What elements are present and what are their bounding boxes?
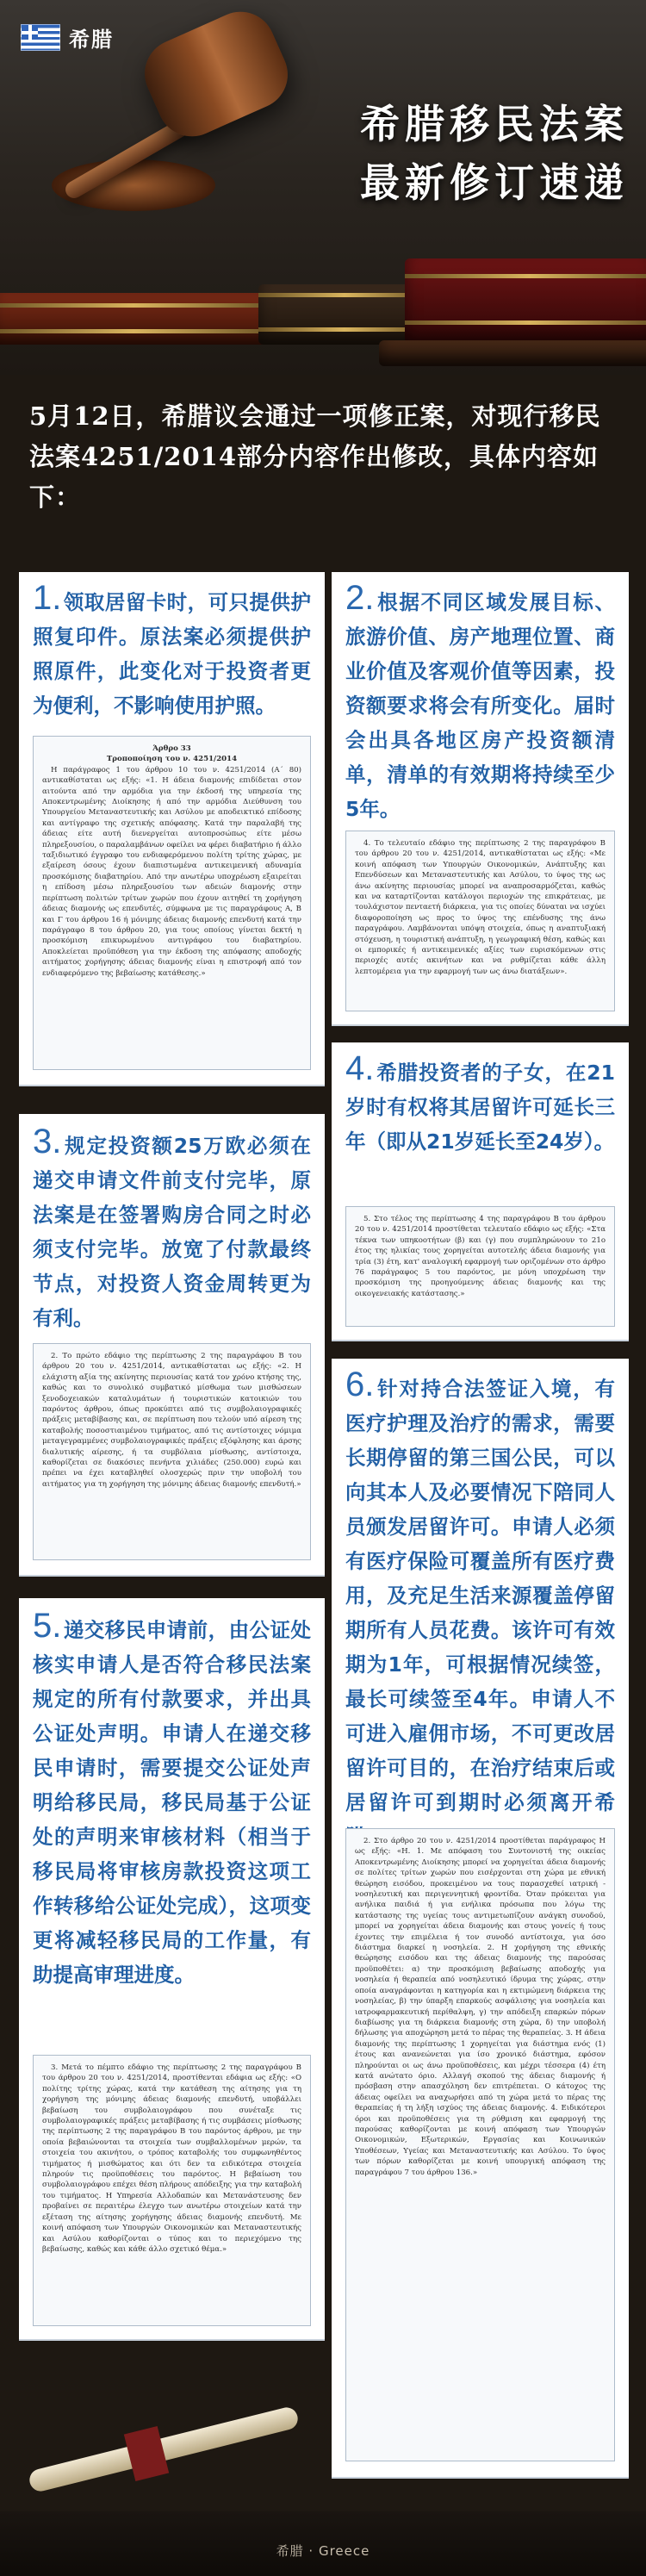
item-number: 6. [345,1366,375,1403]
item-number: 2. [345,579,375,617]
item-card-2 [332,572,629,1024]
item-description: 根据不同区域发展目标、旅游价值、房产地理位置、商业价值及客观价值等因素，投资额要求将会有所变化。届时会出具各地区房产投资额清单，清单的有效期将持续至少5年。 [345,590,615,821]
greek-law-excerpt [345,1206,615,1327]
page-title-line1: 希腊移民法案 [360,101,629,147]
item-text-6 [345,1367,615,1854]
item-number: 4. [345,1049,375,1087]
greek-article-body: 3. Μετά το πέμπτο εδάφιο της περίπτωσης 2 της παραγράφου Β του άρθρου 20 του ν. 4251/2014, προστίθενται εδάφια ως εξής: «Ο πολίτης τρίτης χώρας, κατά την κατάθεση της αίτησης για τη χορήγηση της μόνιμης άδειας διαμονής επενδυτή, υποβάλλει βεβαίωση του συμβολαιογράφου που συνέταξε τις συμβολαιογραφικές πράξεις μεταβίβασης ή τις συμβάσεις μίσθωσης της περίπτωσης 2 της παραγράφου Β του παρόντος άρθρου, με την οποία βεβαιώνονται τα στοιχεία των συμβαλλομένων μερών, τα στοιχεία του ακινήτου, ο τρόπος καταβολής του συμφωνηθέντος τιμήματος ή μισθώματος και ότι δεν τα ειδικότερα στοιχεία πληρούν τις προϋποθέσεις του παρόντος. Η βεβαίωση του συμβολαιογράφου επέχει θέση πλήρους απόδειξης για την καταβολή του τιμήματος. Η Υπηρεσία Αλλοδαπών και Μετανάστευσης δεν προβαίνει σε περαιτέρω έλεγχο των ανωτέρω στοιχείων κατά την εξέταση της αίτησης χορήγησης άδειας διαμονής επενδυτή. Με κοινή απόφαση των Υπουργών Οικονομικών και Μεταναστευτικής και Ασύλου καθορίζονται ο τύπος και το περιεχόμενο της βεβαίωσης, καθώς και κάθε άλλο σχετικό θέμα.» [42,2063,301,2254]
item-number: 5. [33,1607,62,1645]
item-card-1 [19,572,325,1085]
book-image [379,340,646,366]
page-title-line2: 最新修订速递 [360,159,629,206]
gavel-icon [134,1,299,147]
greek-law-excerpt [33,1343,311,1560]
item-description: 规定投资额25万欧必须在递交申请文件前支付完毕，原法案是在签署购房合同之时必须支付完毕。放宽了付款最终节点，对投资人资金周转更为有利。 [33,1134,311,1330]
item-description: 领取居留卡时，可只提供护照复印件。原法案必须提供护照原件，此变化对于投资者更为便利，不影响使用护照。 [33,590,311,718]
book-image [405,258,646,345]
greek-law-excerpt [33,2055,311,2326]
hero-banner [0,0,646,375]
item-card-5 [19,1598,325,2339]
book-image [0,293,276,345]
ribbon-image [124,2426,169,2481]
item-description: 希腊投资者的子女，在21岁时有权将其居留许可延长三年（即从21岁延长至24岁）。 [345,1061,615,1154]
greek-article-subtitle: Τροποποίηση του ν. 4251/2014 [106,755,238,764]
item-card-6 [332,1359,629,2477]
intro-text: 5月12日，希腊议会通过一项修正案，对现行移民法案4251/2014部分内容作出修改，具体内容如下： [29,401,601,512]
greek-article-title: Άρθρο 33 [152,744,191,753]
item-text-4 [345,1051,615,1159]
item-card-3 [19,1114,325,1575]
item-description: 针对持合法签证入境，有医疗护理及治疗的需求，需要长期停留的第三国公民，可以向其本人及必要情况下陪同人员颁发居留许可。申请人必须有医疗保险可覆盖所有医疗费用，及充足生活来源覆盖停留期所有人员花费。该许可有效期为1年，可根据情况续签，最长可续签至4年。申请人不可进入雇佣市场，不可更改居留许可目的，在治疗结束后或居留许可到期时必须离开希 [345,1377,615,1814]
greek-law-excerpt [345,1828,615,2461]
greek-article-body: 4. Το τελευταίο εδάφιο της περίπτωσης 2 της παραγράφου Β του άρθρου 20 του ν. 4251/2014, αντικαθίσταται ως εξής: «Με κοινή απόφαση των Υπουργών Οικονομικών, Ανάπτυξης και Επενδύσεων και Μεταναστευτικής και Ασύλου, το ύψος της ως άνω ακίνητης περιουσίας μπορεί να αναπροσαρμόζεται, καθώς και να καταρτίζονται κατάλογοι περιοχών της επικράτειας, με τουλάχιστον πενταετή διάρκεια, για τις οποίες δύναται να ισχύει διαφοροποίηση ως προς το ύψος της επένδυσης της άνω παραγράφου. Λαμβάνονται υπόψη στοιχεία, όπως η αναπτυξιακή στόχευση, η τουριστική ανάπτυξη, η γεωγραφική θέση, καθώς και οι εμπορικές ή αντικειμενικές αξίες των ευρισκόμενων στις περιοχές αυτές ακινήτων και να ρυθμίζεται κάθε άλλη λεπτομέρεια για την εφαρμογή των ως άνω διατάξεων». [355,839,606,976]
item-text-5 [33,1608,311,1992]
item-card-4 [332,1042,629,1340]
greece-flag-icon [21,24,60,51]
greek-article-body: 2. Το πρώτο εδάφιο της περίπτωσης 2 της παραγράφου Β του άρθρου 20 του ν. 4251/2014, αντικαθίσταται ως εξής: «2. Η ελάχιστη αξία της ακίνητης περιουσίας κατά τον χρόνο κτήσης της, καθώς και το συνολικό συμβατικό μίσθωμα των μισθώσεων ξενοδοχειακών καταλυμάτων ή τουριστικών κατοικιών του παρόντος άρθρου, όπως προκύπτει από τις συμβολαιογραφικές πράξεις μεταβίβασης και, σε περίπτωση που τελούν υπό αίρεση της καταβολής ποσοστιαιμένου τιμήματος, από τις αντίστοιχες νόμιμα μεταγεγραμμένες συμβολαιογραφικές πράξεις εξόφλησης και άρσης διαλυτικής αίρεσης, ή τα συμβόλαια μίσθωσης, αντίστοιχα, καθορίζεται σε διακόσιες πενήντα χιλιάδες (250.000) ευρώ και πρέπει να έχει καταβληθεί ολοσχερώς πριν την υποβολή του αιτήματος για τη χορήγηση της μόνιμης άδειας διαμονής επενδυτή.» [42,1352,301,1489]
greek-article-body: 5. Στο τέλος της περίπτωσης 4 της παραγράφου Β του άρθρου 20 του ν. 4251/2014 προστίθεται τελευταίο εδάφιο ως εξής: «Στα τέκνα των υπηκοοτήτων (β) και (γ) που συμπληρώνουν το 21ο έτος της ηλικίας τους χορηγείται αυτοτελής άδεια διαμονής για τρία (3) έτη, κατ' αναλογική εφαρμογή των οριζομένων στο άρθρο 76 παράγραφος 5 του παρόντος, με μόνη υποχρέωση την προσκόμιση της προηγούμενης άδειας διαμονής και της οικογενειακής κατάστασης.» [355,1215,606,1298]
item-text-2 [345,581,615,826]
item-description: 递交移民申请前，由公证处核实申请人是否符合移民法案规定的所有付款要求，并出具公证处声明。申请人在递交移民申请时，需要提交公证处声明给移民局，移民局基于公证处的声明来审核材料（相当于移民局将审核房款投资这项工作转移给公证处完成），这项变更将减轻移民局的工作量，有助提高审理进度。 [33,1618,311,1987]
item-text-3 [33,1124,311,1335]
footer-label: 希腊 · Greece [276,2543,370,2559]
diploma-scroll-image [28,2405,301,2494]
greek-law-excerpt [345,831,615,1011]
item-number: 1. [33,579,62,617]
greek-law-excerpt [33,736,311,1070]
item-text-1 [33,581,311,723]
item-number: 3. [33,1123,62,1160]
greek-article-body: 2. Στο άρθρο 20 του ν. 4251/2014 προστίθεται παράγραφος Η ως εξής: «Η. 1. Με απόφαση του Συντονιστή της οικείας Αποκεντρωμένης Διοίκησης μπορεί να χορηγείται άδεια διαμονής σε πολίτες τρίτων χωρών που εισέρχονται στη χώρα με εθνική θεώρηση εισόδου, προκειμένου να τους παρασχεθεί ιατρική - νοσηλευτική και περιγεννητική φροντίδα. Όταν πρόκειται για ανήλικα παιδιά ή για ενήλικα πρόσωπα που λόγω της κατάστασης της υγείας τους αντιμετωπίζουν ανάγκη συνοδού, μπορεί να χορηγείται άδεια διαμονής και στους γονείς ή τους έχοντες την επιμέλεια ή τον συνοδό αντίστοιχα, για όσο διάστημα διαρκεί η νοσηλεία. 2. Η χορήγηση της εθνικής θεώρησης εισόδου και της άδειας διαμονής της παρούσας προϋποθέτει: α) την προσκόμιση βεβαίωσης αποδοχής για νοσηλεία ή θεραπεία από νοσηλευτικό ίδρυμα της χώρας, στην οποία αναγράφονται η κατηγορία και η εκτιμώμενη διάρκεια της νοσηλείας, β) την ύπαρξη επαρκούς ασφάλισης για νοσηλεία και ιατροφαρμακευτική περίθαλψη, γ) την απόδειξη επαρκών πόρων διαβίωσης για τη διάρκεια διαμονής στη χώρα, δ) την υποβολή δήλωσης για αποχώρηση μετά το πέρας της θεραπείας. 3. Η άδεια διαμονής της περίπτωσης 1 χορηγείται για διάστημα ενός (1) έτους και ανανεώνεται για ίσο χρονικό διάστημα, εφόσον πληρούνται οι ως άνω προϋποθέσεις, και μέχρι τέσσερα (4) έτη κατά ανώτατο όριο. Αλλαγή σκοπού της άδειας διαμονής ή πρόσβαση στην απασχόληση δεν επιτρέπεται. Ο κάτοχος της άδειας οφείλει να αναχωρήσει από τη χώρα μετά το πέρας της θεραπείας ή τη λήξη ισχύος της άδειας διαμονής. 4. Ειδικότεροι όροι και προϋποθέσεις για τη ρύθμιση και εφαρμογή της παρούσας καθορίζονται με κοινή απόφαση των Υπουργών Οικονομικών, Εξωτερικών, Εργασίας και Κοινωνικών Υποθέσεων, Υγείας και Μεταναστευτικής και Ασύλου. Το ύψος των πόρων καθορίζεται με κοινή υπουργική απόφαση της παραγράφου 7 του άρθρου 136.» [355,1837,606,2177]
greek-article-body: Η παράγραφος 1 του άρθρου 10 του ν. 4251/2014 (Α΄ 80) αντικαθίσταται ως εξής: «1. Η άδεια διαμονής επιδίδεται στον αιτούντα από την αρμόδια για την έκδοσή της υπηρεσία της Αποκεντρωμένης Διοίκησης ή από την αρμόδια Διεύθυνση του Υπουργείου Μεταναστευτικής και Ασύλου με αποδεικτικό επίδοσης και αντίγραφο της σχετικής απόφασης. Κατά την παραλαβή της άδειας είτε αυτή διενεργείται αυτοπροσώπως είτε μέσω πληρεξουσίου, ο παραλαμβάνων οφείλει να φέρει διαβατήριο ή άλλο ταξιδιωτικό έγγραφο του ενδιαφερόμενου πολίτη τρίτης χώρας, με εξαίρεση όσους έχουν διαπιστωμένα αντικειμενική αδυναμία προσκόμισης διαβατηρίου. Από την ανωτέρω υποχρέωση εξαιρείται η επίδοση μέσω πληρεξουσίου των αδειών διαμονής στην περίπτωση πολιτών τρίτων χωρών που έχουν αιτηθεί τη χορήγηση άδειας διαμονής ως επενδυτές, σύμφωνα με τις παραγράφους Α, Β και Γ του άρθρου 16 ή μόνιμης άδειας διαμονής επενδυτή κατά την παράγραφο 8 του άρθρου 20, για τους οποίους γίνεται δεκτή η προσκόμιση επικυρωμένου αντιγράφου του διαβατηρίου. Αποκλείεται προϋπόθεση για την έκδοση της απόφασης αποδοχής αιτήματος χορήγησης άδειας διαμονής είναι η επιστροφή από τον ενδιαφερόμενο της βεβαίωσης κατάθεσης.» [42,765,301,978]
brand-label: 希腊 [69,28,114,52]
